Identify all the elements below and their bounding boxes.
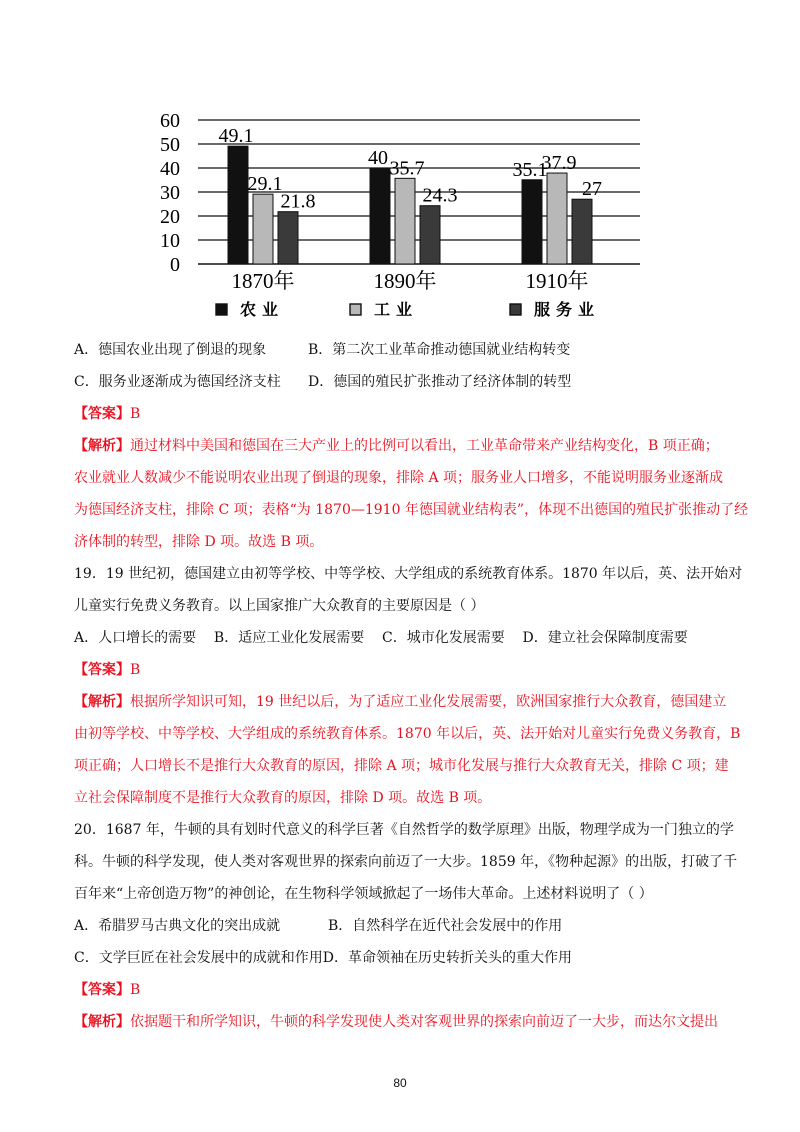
q19-analysis-line: 立社会保障制度不是推行大众教育的原因，排除 D 项。故选 B 项。 <box>74 790 492 806</box>
category-label: 1910年 <box>525 269 589 293</box>
bar-服务业 <box>278 212 298 264</box>
q20-option-b: B．自然科学在近代社会发展中的作用 <box>328 918 563 934</box>
legend-label: 农业 <box>240 302 285 319</box>
answer-value: B <box>130 982 141 998</box>
q20-options-row-1 <box>74 910 738 942</box>
x-axis-category-labels <box>232 269 589 293</box>
category-label: 1870年 <box>231 269 295 293</box>
bar-工业 <box>395 178 415 264</box>
q18-analysis-line <box>74 430 738 462</box>
bar-value-label: 40 <box>368 147 388 169</box>
q19-answer <box>74 654 738 686</box>
analysis-text: 根据所学知识可知，19 世纪以后，为了适应工业化发展需要，欧洲国家推行大众教育，德国建立 <box>130 694 727 710</box>
legend-label: 服务业 <box>534 302 601 319</box>
q18-analysis-line: 济体制的转型，排除 D 项。故选 B 项。 <box>74 534 324 550</box>
q19-options: A．人口增长的需要 B．适应工业化发展需要 C．城市化发展需要 D．建立社会保障制度需要 <box>74 630 688 646</box>
question-content <box>74 334 749 1038</box>
q18-answer <box>74 398 738 430</box>
bar-农业 <box>228 146 248 264</box>
q20-analysis-line <box>74 1006 738 1038</box>
q20-option-c: C．文学巨匠在社会发展中的成就和作用 <box>74 950 323 966</box>
q19-analysis-line: 由初等学校、中等学校、大学组成的系统教育体系。1870 年以后，英、法开始对儿童实行免费义务教育，B <box>74 726 741 742</box>
bar-工业 <box>547 173 567 264</box>
y-axis-tick-labels <box>160 110 180 276</box>
q20-stem-line: 科。牛顿的科学发现，使人类对客观世界的探索向前迈了一大步。1859 年，《物种起源》的出版，打破了千 <box>74 854 738 870</box>
bar-value-label: 49.1 <box>218 125 254 148</box>
answer-value: B <box>130 662 141 678</box>
bar-value-label: 29.1 <box>247 173 283 196</box>
answer-tag: 【答案】 <box>74 662 130 678</box>
page-number: 80 <box>393 1076 407 1090</box>
q20-option-d: D．革命领袖在历史转折关头的重大作用 <box>322 950 572 966</box>
legend-swatch <box>216 304 227 315</box>
q20-options-row-2 <box>74 942 738 974</box>
q19-analysis-line: 项正确；人口增长不是推行大众教育的原因，排除 A 项；城市化发展与推行大众教育无关，排除 C 项；建 <box>74 758 729 774</box>
legend-label: 工业 <box>374 302 419 319</box>
y-tick-label: 0 <box>170 254 180 276</box>
analysis-tag: 【解析】 <box>74 694 130 710</box>
y-tick-label: 20 <box>160 206 180 228</box>
q20-answer <box>74 974 738 1006</box>
q19-analysis-line <box>74 686 738 718</box>
q20-option-a: A．希腊罗马古典文化的突出成就 <box>74 918 281 934</box>
q18-analysis-line: 农业就业人数减少不能说明农业出现了倒退的现象，排除 A 项；服务业人口增多，不能说明服务业逐渐成 <box>74 470 724 486</box>
bar-农业 <box>370 168 390 264</box>
employment-structure-chart <box>150 108 650 328</box>
bar-value-label: 21.8 <box>280 190 316 213</box>
q20-stem-line: 20．1687 年，牛顿的具有划时代意义的科学巨著《自然哲学的数学原理》出版，物理学成为一门独立的学 <box>74 822 734 838</box>
bar-value-label: 37.9 <box>541 152 577 175</box>
answer-value: B <box>130 406 141 422</box>
answer-tag: 【答案】 <box>74 982 130 998</box>
y-tick-label: 10 <box>160 230 180 252</box>
q18-option-a: A．德国农业出现了倒退的现象 <box>74 342 267 358</box>
bar-value-label: 35.7 <box>389 157 425 180</box>
chart-legend <box>216 300 600 319</box>
analysis-text: 通过材料中美国和德国在三大产业上的比例可以看出，工业革命带来产业结构变化，B 项正确； <box>130 438 719 454</box>
q18-options-row-2 <box>74 366 738 398</box>
q20-stem-line: 百年来“上帝创造万物”的神创论，在生物科学领域掀起了一场伟大革命。上述材料说明了（ ） <box>74 886 653 902</box>
bar-value-label: 27 <box>582 178 602 201</box>
y-tick-label: 50 <box>160 134 180 156</box>
analysis-tag: 【解析】 <box>74 1014 130 1030</box>
bar-value-label: 35.1 <box>512 158 548 181</box>
answer-tag: 【答案】 <box>74 406 130 422</box>
q19-stem-line: 19．19 世纪初，德国建立由初等学校、中等学校、大学组成的系统教育体系。1870 年以后，英、法开始对 <box>74 566 743 582</box>
q18-option-d: D．德国的殖民扩张推动了经济体制的转型 <box>308 374 572 390</box>
bar-农业 <box>522 180 542 264</box>
q18-analysis-line: 为德国经济支柱，排除 C 项；表格“为 1870—1910 年德国就业结构表”，体现不出德国的殖民扩张推动了经 <box>74 502 749 518</box>
legend-swatch <box>510 304 521 315</box>
bar-服务业 <box>572 199 592 264</box>
q18-option-c: C．服务业逐渐成为德国经济支柱 <box>74 374 281 390</box>
y-tick-label: 60 <box>160 110 180 132</box>
analysis-tag: 【解析】 <box>74 438 130 454</box>
bar-服务业 <box>420 206 440 264</box>
y-tick-label: 30 <box>160 182 180 204</box>
analysis-text: 依据题干和所学知识，牛顿的科学发现使人类对客观世界的探索向前迈了一大步，而达尔文提出 <box>130 1014 718 1030</box>
q19-stem-line: 儿童实行免费义务教育。以上国家推广大众教育的主要原因是（ ） <box>74 598 485 614</box>
y-tick-label: 40 <box>160 158 180 180</box>
legend-swatch <box>350 304 361 315</box>
bar-工业 <box>253 194 273 264</box>
category-label: 1890年 <box>373 269 437 293</box>
q18-option-b: B．第二次工业革命推动德国就业结构转变 <box>308 342 571 358</box>
q18-options-row-1 <box>74 334 738 366</box>
bar-value-label: 24.3 <box>422 184 458 207</box>
